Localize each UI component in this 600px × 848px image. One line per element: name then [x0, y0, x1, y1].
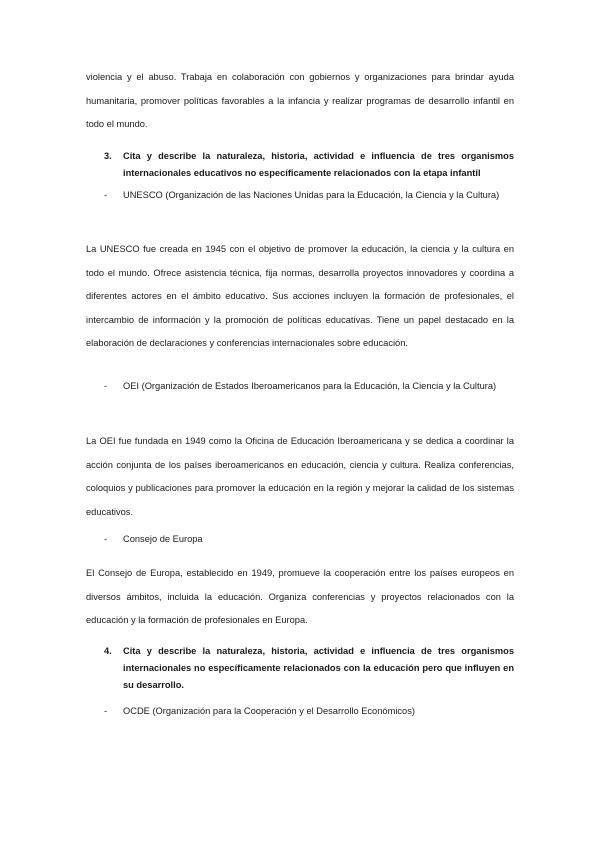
consejo-title: Consejo de Europa: [123, 534, 203, 544]
question-3-text: Cita y describe la naturaleza, historia, actividad e influencia de tres organismos internacionales educativos no específicamente relacionados con la etapa infantil: [123, 151, 514, 178]
unesco-dash: -: [104, 190, 108, 200]
consejo-dash: -: [104, 534, 108, 544]
question-4-number: 4.: [104, 646, 112, 656]
oei-dash: -: [104, 381, 108, 391]
unesco-title: UNESCO (Organización de las Naciones Unidas para la Educación, la Ciencia y la Cultura): [123, 190, 500, 200]
question-3-number: 3.: [104, 151, 112, 161]
intro-paragraph: violencia y el abuso. Trabaja en colaboración con gobiernos y organizaciones para brindar ayuda humanitaria, promover políticas favorables a la infancia y realizar programas de desarrollo infantil en todo el mundo.: [86, 72, 514, 129]
oei-title: OEI (Organización de Estados Iberoamericanos para la Educación, la Ciencia y la Cultura): [123, 381, 497, 391]
ocde-dash: -: [104, 706, 108, 716]
oei-description: La OEI fue fundada en 1949 como la Oficina de Educación Iberoamericana y se dedica a coordinar la acción conjunta de los países iberoamericanos en educación, ciencia y cultura. Realiza conferencias, coloquios y publicaciones para promover la educación en la región y mejorar la calidad de los sistemas educativos.: [86, 436, 514, 517]
unesco-description: La UNESCO fue creada en 1945 con el objetivo de promover la educación, la ciencia y la cultura en todo el mundo. Ofrece asistencia técnica, fija normas, desarrolla proyectos innovadores y coordina a diferentes actores en el ámbito educativo. Sus acciones incluyen la formación de profesionales, el intercambio de información y la promoción de políticas educativas. Tiene un papel destacado en la elaboración de declaraciones y conferencias internacionales sobre educación.: [86, 244, 514, 348]
consejo-description: El Consejo de Europa, establecido en 1949, promueve la cooperación entre los países europeos en diversos ámbitos, incluida la educación. Organiza conferencias y proyectos relacionados con la educación y la formación de profesionales en Europa.: [86, 568, 514, 625]
ocde-title: OCDE (Organización para la Cooperación y el Desarrollo Económicos): [123, 706, 415, 716]
question-4-text: Cita y describe la naturaleza, historia, actividad e influencia de tres organismos internacionales no específicamente relacionados con la educación pero que influyen en su desarrollo.: [123, 646, 514, 690]
